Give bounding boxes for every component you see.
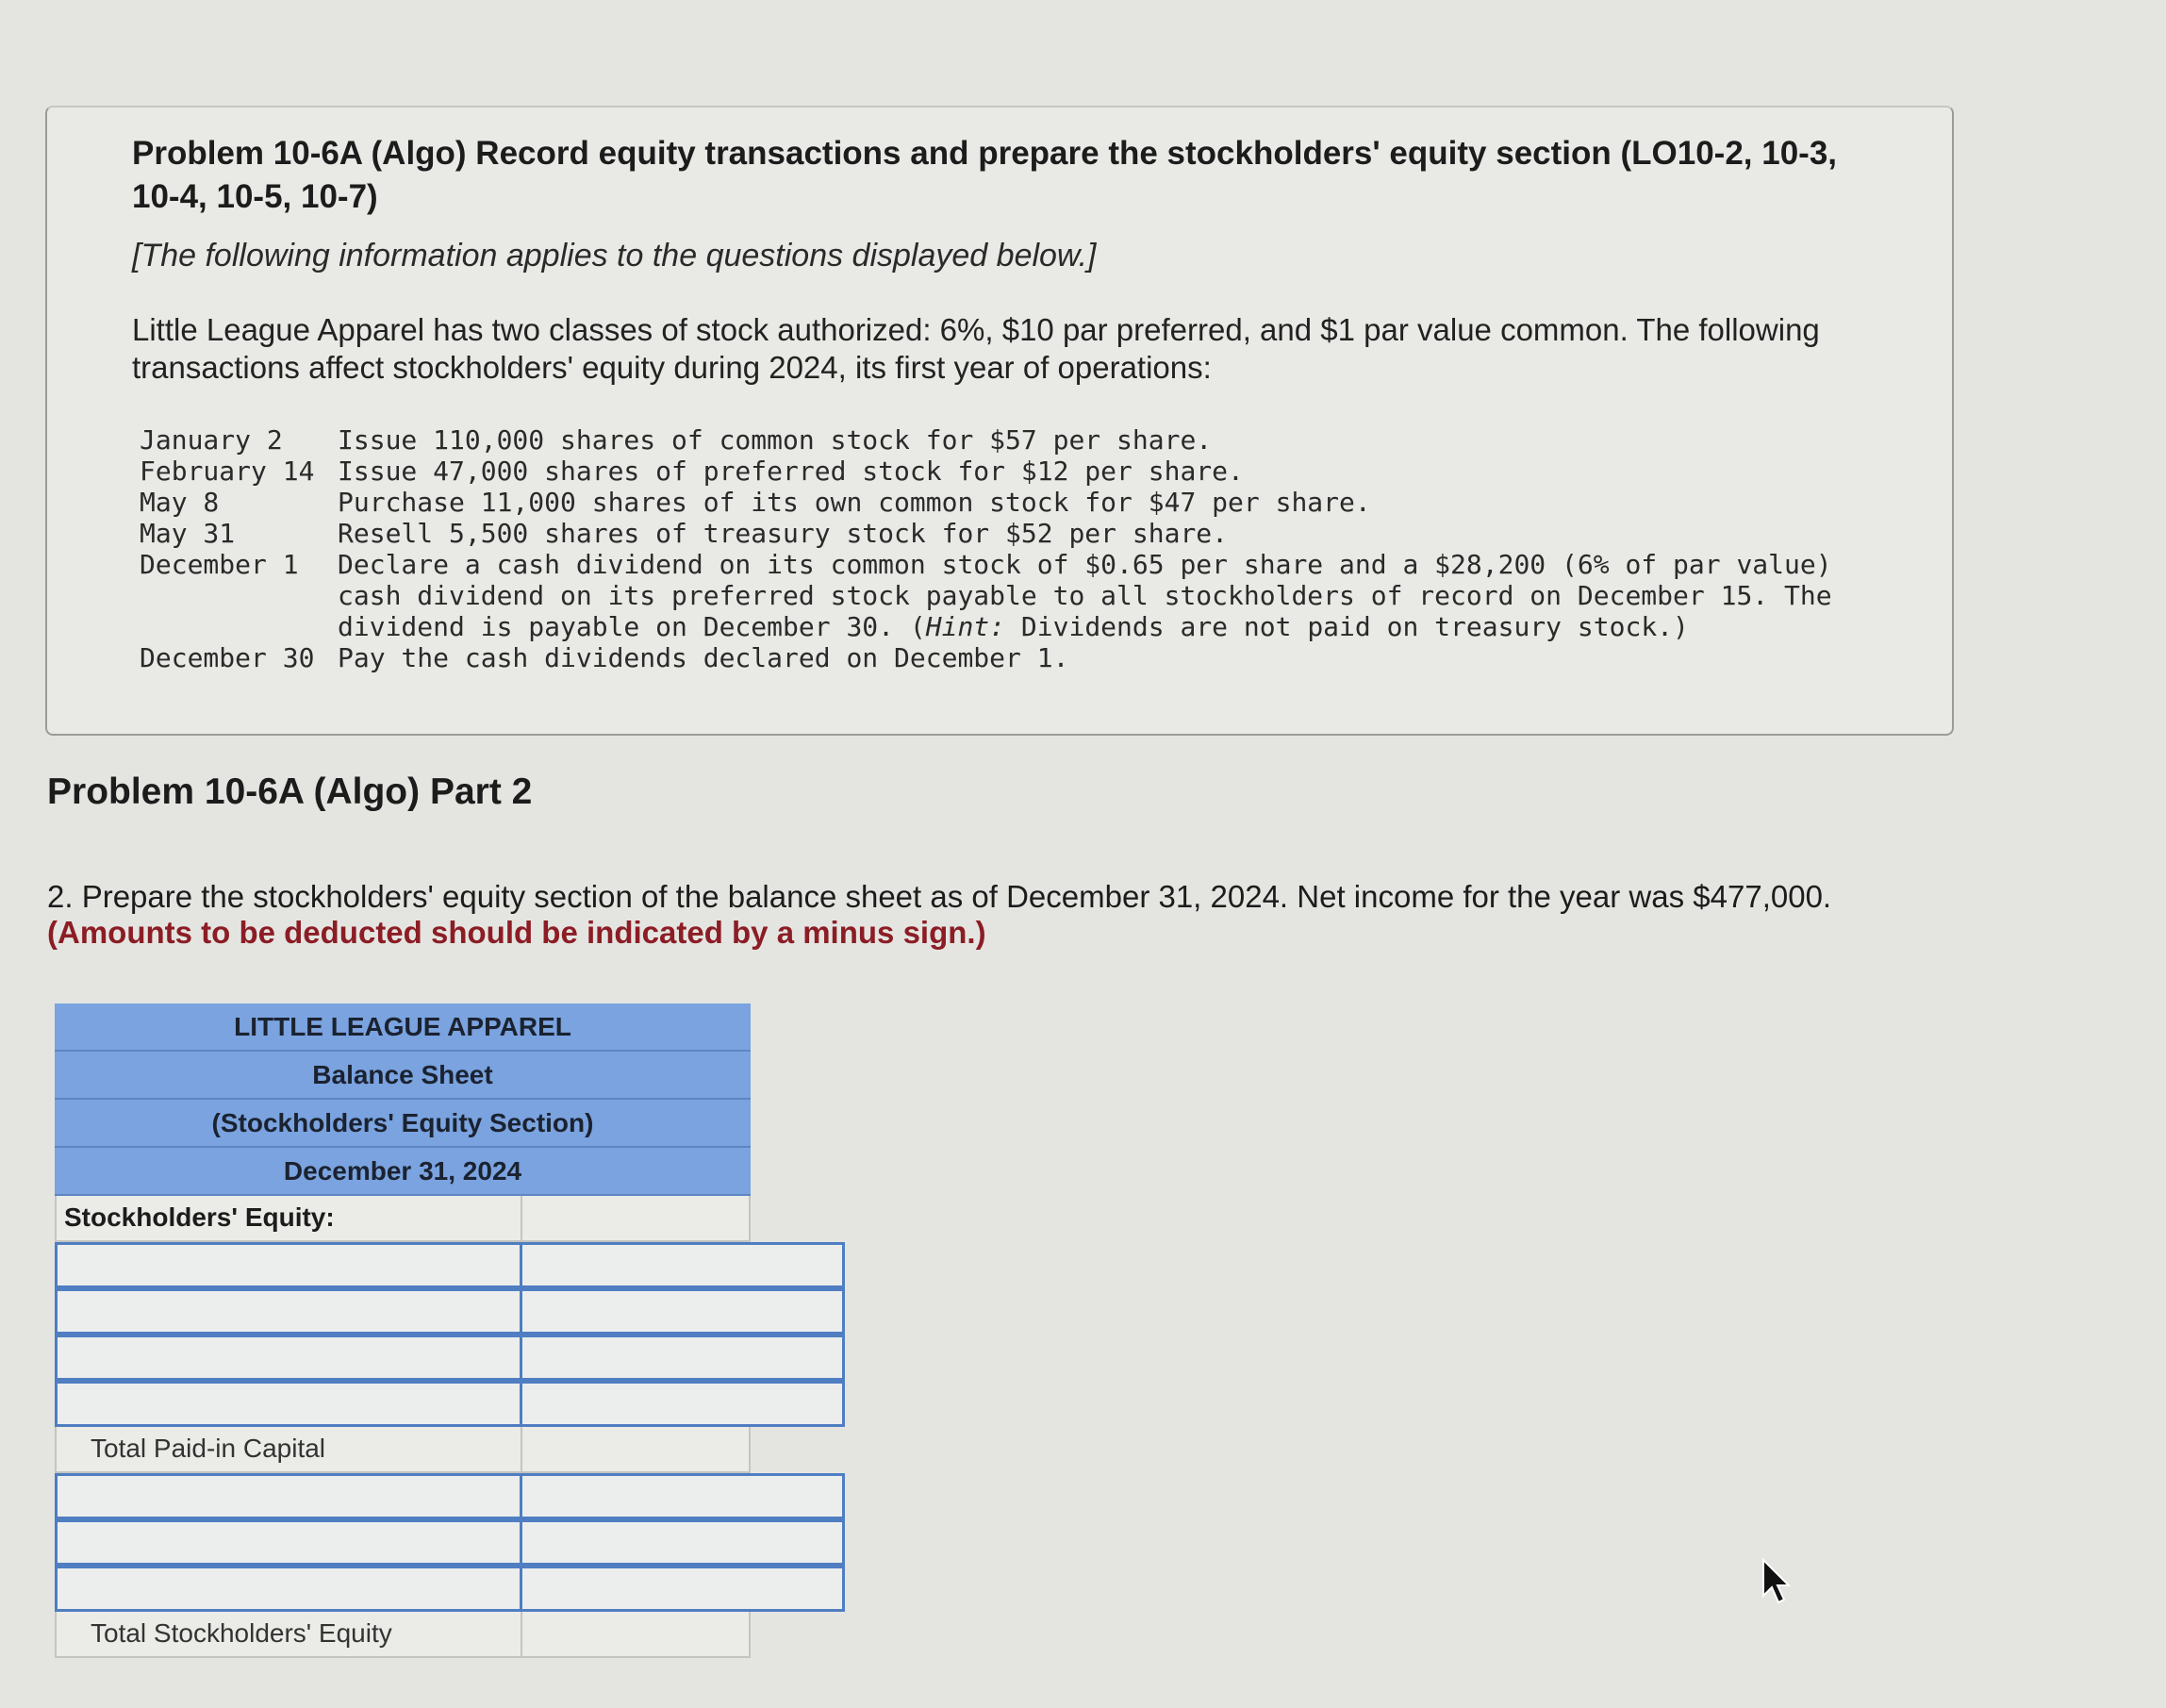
transaction-row [140, 642, 1856, 673]
amount-input[interactable] [522, 1335, 845, 1381]
transaction-text: Purchase 11,000 shares of its own common stock for $47 per share. [338, 487, 1371, 518]
account-select[interactable] [55, 1335, 522, 1381]
problem-intro: Little League Apparel has two classes of stock authorized: 6%, $10 par preferred, and $1 par value common. The following transactions affect stockholders' equity during 2024, its first year of operations: [132, 312, 1820, 385]
amount-input[interactable] [522, 1566, 845, 1612]
question-text: 2. Prepare the stockholders' equity section of the balance sheet as of December 31, 2024. Net income for the year was $477,000. [47, 879, 1832, 914]
transaction-row [140, 424, 1856, 456]
transaction-text: Resell 5,500 shares of treasury stock for $52 per share. [338, 518, 1229, 549]
question [47, 879, 2122, 951]
total-equity-label: Total Stockholders' Equity [55, 1612, 522, 1658]
amount-input[interactable] [522, 1519, 845, 1566]
transaction-date: February 14 [140, 456, 315, 487]
hint-label: Hint: [925, 611, 1006, 642]
account-select[interactable] [55, 1473, 522, 1519]
input-row [55, 1473, 751, 1519]
transaction-row [140, 518, 1856, 549]
transaction-date: May 31 [140, 518, 236, 549]
amount-input[interactable] [522, 1381, 845, 1427]
account-select[interactable] [55, 1381, 522, 1427]
transaction-text: Issue 110,000 shares of common stock for $57 per share. [338, 424, 1213, 456]
amount-input[interactable] [522, 1288, 845, 1335]
input-row [55, 1381, 751, 1427]
transaction-row [140, 456, 1856, 487]
transaction-date: December 1 [140, 549, 299, 580]
sheet-section: (Stockholders' Equity Section) [55, 1100, 751, 1148]
amount-input[interactable] [522, 1242, 845, 1288]
transaction-date: January 2 [140, 424, 283, 456]
transaction-text [338, 549, 1856, 642]
sheet-date: December 31, 2024 [55, 1148, 751, 1196]
sheet-statement: Balance Sheet [55, 1052, 751, 1100]
account-select[interactable] [55, 1566, 522, 1612]
transaction-text-part: Dividends are not paid on treasury stock.) [1005, 611, 1689, 642]
info-note: [The following information applies to the questions displayed below.] [132, 238, 1097, 274]
input-row [55, 1519, 751, 1566]
equity-heading-row [55, 1196, 751, 1242]
transaction-text: Pay the cash dividends declared on December 1. [338, 642, 1069, 673]
transaction-text-part: Declare a cash dividend on its common stock of $0.65 per share and a $28,200 (6% of par value) cash dividend on its preferred stock payable to all stockholders of record on December 15. The dividend is payable on December 30. ( [338, 549, 1832, 642]
amount-input[interactable] [522, 1473, 845, 1519]
sheet-company: LITTLE LEAGUE APPAREL [55, 1003, 751, 1052]
equity-worksheet [55, 1003, 751, 1658]
transaction-list [140, 424, 1856, 673]
total-paid-in-row [55, 1427, 751, 1473]
input-row [55, 1335, 751, 1381]
equity-heading: Stockholders' Equity: [55, 1196, 522, 1242]
problem-title: Problem 10-6A (Algo) Record equity transactions and prepare the stockholders' equity section (LO10-2, 10-3, 10-4, 10-5, 10-7) [132, 135, 1838, 215]
total-equity-row [55, 1612, 751, 1658]
total-paid-in-value [522, 1427, 751, 1473]
transaction-row [140, 487, 1856, 518]
transaction-date: May 8 [140, 487, 220, 518]
transaction-date: December 30 [140, 642, 315, 673]
part-title: Problem 10-6A (Algo) Part 2 [47, 771, 533, 812]
empty-cell [522, 1196, 751, 1242]
total-paid-in-label: Total Paid-in Capital [55, 1427, 522, 1473]
account-select[interactable] [55, 1242, 522, 1288]
mouse-cursor-icon [1760, 1558, 1794, 1607]
transaction-text: Issue 47,000 shares of preferred stock for $12 per share. [338, 456, 1244, 487]
account-select[interactable] [55, 1288, 522, 1335]
total-equity-value [522, 1612, 751, 1658]
input-row [55, 1288, 751, 1335]
input-row [55, 1566, 751, 1612]
input-row [55, 1242, 751, 1288]
transaction-row [140, 549, 1856, 642]
minus-sign-instruction: (Amounts to be deducted should be indicated by a minus sign.) [47, 915, 986, 950]
account-select[interactable] [55, 1519, 522, 1566]
